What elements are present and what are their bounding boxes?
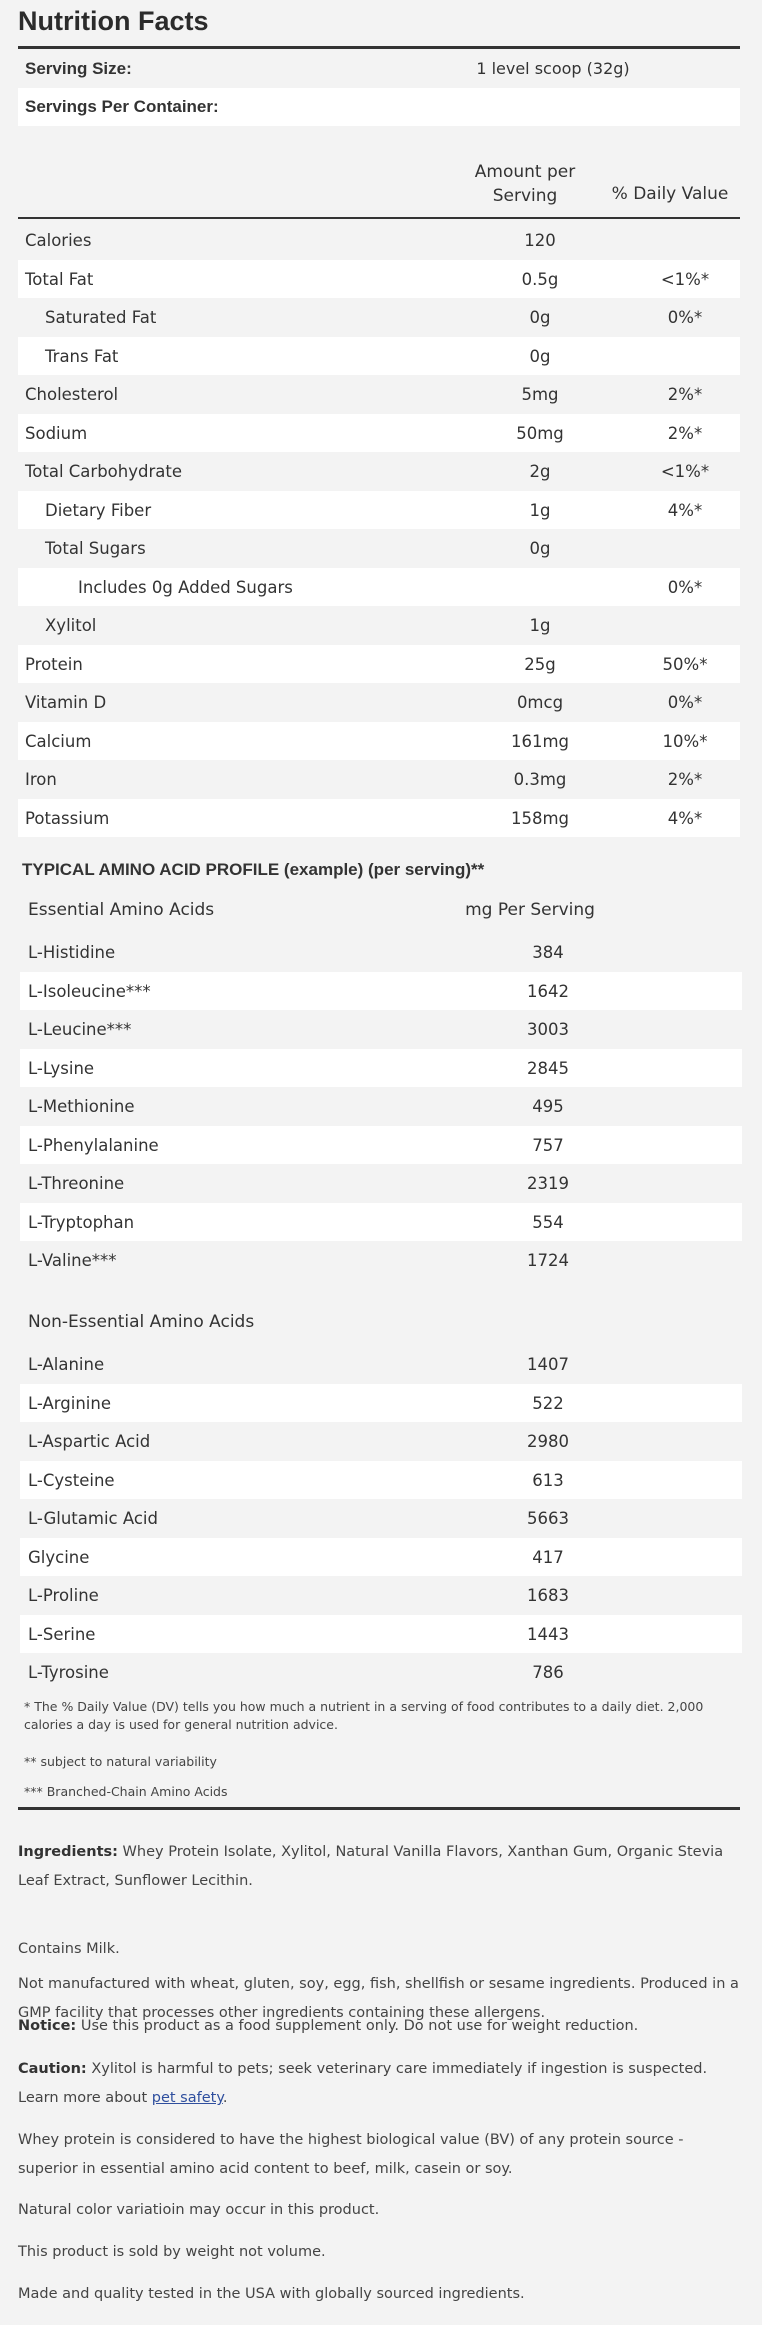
amino-name: Glycine bbox=[28, 1547, 90, 1567]
serving-size-label: Serving Size: bbox=[25, 59, 132, 78]
nutrient-amount: 158mg bbox=[510, 808, 570, 828]
amino-mg-value: 1407 bbox=[527, 1355, 569, 1374]
amino-name: L-Serine bbox=[28, 1624, 96, 1644]
ingredients-paragraph bbox=[18, 1838, 740, 1896]
nutrient-daily-value: 10%* bbox=[662, 731, 708, 751]
amino-name: L-Phenylalanine bbox=[28, 1135, 159, 1155]
nutrient-daily-value: 50%* bbox=[662, 654, 708, 674]
nutrient-row bbox=[18, 722, 740, 761]
amino-name: L-Proline bbox=[28, 1586, 99, 1605]
daily-value-footnote: * The % Daily Value (DV) tells you how much a nutrient in a serving of food contributes to a daily diet. 2,000 calories a day is used for general nutrition advice. bbox=[24, 1699, 704, 1732]
title-divider bbox=[18, 46, 740, 49]
amino-mg-value: 1642 bbox=[527, 981, 569, 1001]
caution-label: Caution: bbox=[18, 2061, 87, 2077]
nutrient-row bbox=[18, 645, 740, 684]
made-in-usa-note: Made and quality tested in the USA with globally sourced ingredients. bbox=[18, 2286, 525, 2302]
nutrient-daily-value: 2%* bbox=[667, 770, 703, 789]
caution-text: Xylitol is harmful to pets; seek veterinary care immediately if ingestion is suspected. Learn more about bbox=[18, 2061, 708, 2106]
color-note: Natural color variatioin may occur in this product. bbox=[18, 2202, 380, 2218]
nutrient-daily-value: 4%* bbox=[667, 500, 703, 520]
allergen-text: Not manufactured with wheat, gluten, soy, egg, fish, shellfish or sesame ingredients. Produced in a GMP facility that processes other ingredients containing these allergens. bbox=[18, 1976, 739, 2021]
amino-name: L-Aspartic Acid bbox=[28, 1432, 151, 1451]
amino-row bbox=[20, 1461, 742, 1500]
serving-size-value: 1 level scoop (32g) bbox=[476, 59, 630, 78]
weight-note: This product is sold by weight not volume. bbox=[18, 2244, 326, 2260]
notice-text: Use this product as a food supplement only. Do not use for weight reduction. bbox=[76, 2018, 639, 2034]
nutrient-row bbox=[18, 298, 740, 337]
nutrient-name: Total Carbohydrate bbox=[25, 462, 182, 481]
nutrient-name: Calcium bbox=[25, 731, 92, 751]
nutrient-name: Xylitol bbox=[45, 616, 97, 635]
nutrient-row bbox=[18, 760, 740, 799]
nutrient-row bbox=[18, 337, 740, 376]
nutrient-name: Saturated Fat bbox=[45, 308, 157, 327]
amino-name: L-Lysine bbox=[28, 1058, 95, 1078]
nutrient-amount: 1g bbox=[529, 500, 551, 520]
amino-mg-value: 786 bbox=[532, 1663, 564, 1682]
nutrient-daily-value: 2%* bbox=[667, 423, 703, 443]
nutrient-amount: 2g bbox=[529, 462, 551, 481]
amino-mg-value: 1683 bbox=[527, 1586, 569, 1605]
nutrient-row bbox=[18, 221, 740, 260]
servings-per-container-row bbox=[18, 88, 740, 126]
nutrient-daily-value: <1%* bbox=[660, 269, 710, 289]
amino-mg-value: 5663 bbox=[527, 1509, 569, 1528]
nutrient-amount: 161mg bbox=[510, 731, 570, 751]
amino-mg-value: 2845 bbox=[527, 1058, 569, 1078]
amino-name: L-Leucine*** bbox=[28, 1020, 132, 1039]
nutrient-name: Protein bbox=[25, 654, 83, 674]
amino-mg-value: 495 bbox=[532, 1097, 564, 1116]
nutrient-row bbox=[18, 375, 740, 414]
nutrient-row bbox=[18, 799, 740, 838]
amount-header-line2: Serving bbox=[492, 186, 558, 206]
nutrient-name: Dietary Fiber bbox=[45, 500, 152, 520]
amino-name: L-Valine*** bbox=[28, 1251, 117, 1270]
amino-row bbox=[20, 1345, 742, 1384]
notice-paragraph bbox=[18, 2012, 740, 2041]
nutrient-amount: 120 bbox=[524, 231, 556, 250]
header-divider bbox=[18, 217, 740, 219]
amino-mg-value: 522 bbox=[532, 1393, 564, 1413]
nutrient-name: Vitamin D bbox=[25, 693, 107, 712]
amino-mg-value: 2319 bbox=[527, 1174, 569, 1193]
amino-row bbox=[20, 933, 742, 972]
amino-row bbox=[20, 1087, 742, 1126]
amino-name: L-Methionine bbox=[28, 1097, 135, 1116]
nutrient-row bbox=[18, 606, 740, 645]
servings-per-container-label: Servings Per Container: bbox=[25, 97, 219, 116]
amino-row bbox=[20, 1538, 742, 1577]
nutrient-amount: 0.5g bbox=[521, 269, 559, 289]
amino-mg-value: 757 bbox=[532, 1135, 564, 1155]
nutrient-name: Cholesterol bbox=[25, 385, 119, 404]
amino-name: L-Histidine bbox=[28, 943, 116, 962]
essential-amino-heading: Essential Amino Acids bbox=[28, 900, 215, 920]
nutrient-amount: 25g bbox=[524, 654, 556, 674]
amino-mg-value: 384 bbox=[532, 943, 564, 962]
amino-row bbox=[20, 1422, 742, 1461]
nutrient-amount: 0.3mg bbox=[513, 770, 567, 789]
nutrient-amount: 0mcg bbox=[516, 693, 564, 712]
amino-mg-value: 3003 bbox=[527, 1020, 569, 1039]
amino-mg-value: 417 bbox=[532, 1547, 564, 1567]
ingredients-label: Ingredients: bbox=[18, 1844, 118, 1860]
contains-milk: Contains Milk. bbox=[18, 1941, 120, 1957]
nutrient-name: Total Fat bbox=[25, 269, 94, 289]
caution-end: . bbox=[222, 2090, 228, 2106]
amino-name: L-Cysteine bbox=[28, 1470, 115, 1490]
amino-mg-value: 2980 bbox=[527, 1432, 569, 1451]
nutrient-daily-value: <1%* bbox=[660, 462, 710, 481]
nutrient-name: Includes 0g Added Sugars bbox=[78, 577, 293, 597]
amino-row bbox=[20, 1653, 742, 1692]
amino-row bbox=[20, 1499, 742, 1538]
nonessential-amino-heading: Non-Essential Amino Acids bbox=[28, 1312, 255, 1332]
nutrient-amount: 1g bbox=[529, 616, 551, 635]
amino-row bbox=[20, 1126, 742, 1165]
nutrient-row bbox=[18, 491, 740, 530]
nutrient-amount: 0g bbox=[529, 346, 551, 366]
amino-name: L-Glutamic Acid bbox=[28, 1509, 158, 1528]
amino-row bbox=[20, 1241, 742, 1280]
nutrient-daily-value: 2%* bbox=[667, 385, 703, 404]
amino-mg-value: 613 bbox=[532, 1470, 564, 1490]
amino-mg-value: 1443 bbox=[527, 1624, 569, 1644]
nutrient-row bbox=[18, 260, 740, 299]
nutrient-daily-value: 0%* bbox=[667, 577, 703, 597]
daily-value-header: % Daily Value bbox=[611, 184, 729, 204]
nutrient-name: Trans Fat bbox=[45, 346, 119, 366]
amino-row bbox=[20, 1010, 742, 1049]
amino-mg-value: 1724 bbox=[527, 1251, 569, 1270]
nutrient-daily-value: 0%* bbox=[667, 693, 703, 712]
amino-row bbox=[20, 1203, 742, 1242]
amino-mg-value: 554 bbox=[532, 1212, 564, 1232]
nutrient-row bbox=[18, 568, 740, 607]
amino-row bbox=[20, 1049, 742, 1088]
amount-header-line1: Amount per bbox=[474, 162, 576, 182]
nutrient-amount: 0g bbox=[529, 308, 551, 327]
amino-row bbox=[20, 1576, 742, 1615]
amino-name: L-Isoleucine*** bbox=[28, 981, 151, 1001]
allergen-paragraph bbox=[18, 1941, 740, 2021]
amount-per-serving-header bbox=[450, 160, 600, 208]
nutrient-row bbox=[18, 414, 740, 453]
amino-name: L-Tryptophan bbox=[28, 1212, 135, 1232]
nutrient-name: Sodium bbox=[25, 423, 88, 443]
nutrient-name: Potassium bbox=[25, 808, 110, 828]
nutrient-name: Total Sugars bbox=[45, 539, 146, 558]
amino-row bbox=[20, 972, 742, 1011]
amino-name: L-Alanine bbox=[28, 1355, 105, 1374]
pet-safety-link[interactable]: pet safety bbox=[151, 2090, 223, 2106]
footnote-divider bbox=[18, 1807, 740, 1810]
amino-row bbox=[20, 1164, 742, 1203]
amino-name: L-Tyrosine bbox=[28, 1663, 109, 1682]
nutrient-name: Calories bbox=[25, 231, 92, 250]
caution-paragraph bbox=[18, 2055, 740, 2113]
nutrient-amount: 5mg bbox=[521, 385, 559, 404]
amino-section-title: TYPICAL AMINO ACID PROFILE (example) (per serving)** bbox=[22, 860, 485, 879]
nutrient-row bbox=[18, 683, 740, 722]
page-title: Nutrition Facts bbox=[18, 6, 209, 36]
nutrient-row bbox=[18, 529, 740, 568]
variability-footnote: ** subject to natural variability bbox=[24, 1754, 217, 1769]
bcaa-footnote: *** Branched-Chain Amino Acids bbox=[24, 1784, 228, 1799]
whey-paragraph: Whey protein is considered to have the highest biological value (BV) of any protein source - superior in essential amino acid content to beef, milk, casein or soy. bbox=[18, 2132, 684, 2177]
nutrient-daily-value: 0%* bbox=[667, 308, 703, 327]
notice-label: Notice: bbox=[18, 2018, 77, 2034]
nutrient-name: Iron bbox=[25, 770, 57, 789]
nutrient-amount: 0g bbox=[529, 539, 551, 558]
nutrient-daily-value: 4%* bbox=[667, 808, 703, 828]
serving-size-row bbox=[18, 50, 740, 88]
ingredients-text: Whey Protein Isolate, Xylitol, Natural Vanilla Flavors, Xanthan Gum, Organic Stevia Leaf Extract, Sunflower Lecithin. bbox=[18, 1844, 724, 1889]
nutrient-amount: 50mg bbox=[516, 423, 564, 443]
amino-row bbox=[20, 1615, 742, 1654]
mg-per-serving-heading: mg Per Serving bbox=[465, 900, 595, 920]
amino-row bbox=[20, 1384, 742, 1423]
amino-name: L-Arginine bbox=[28, 1393, 111, 1413]
amino-name: L-Threonine bbox=[28, 1174, 125, 1193]
nutrient-row bbox=[18, 452, 740, 491]
